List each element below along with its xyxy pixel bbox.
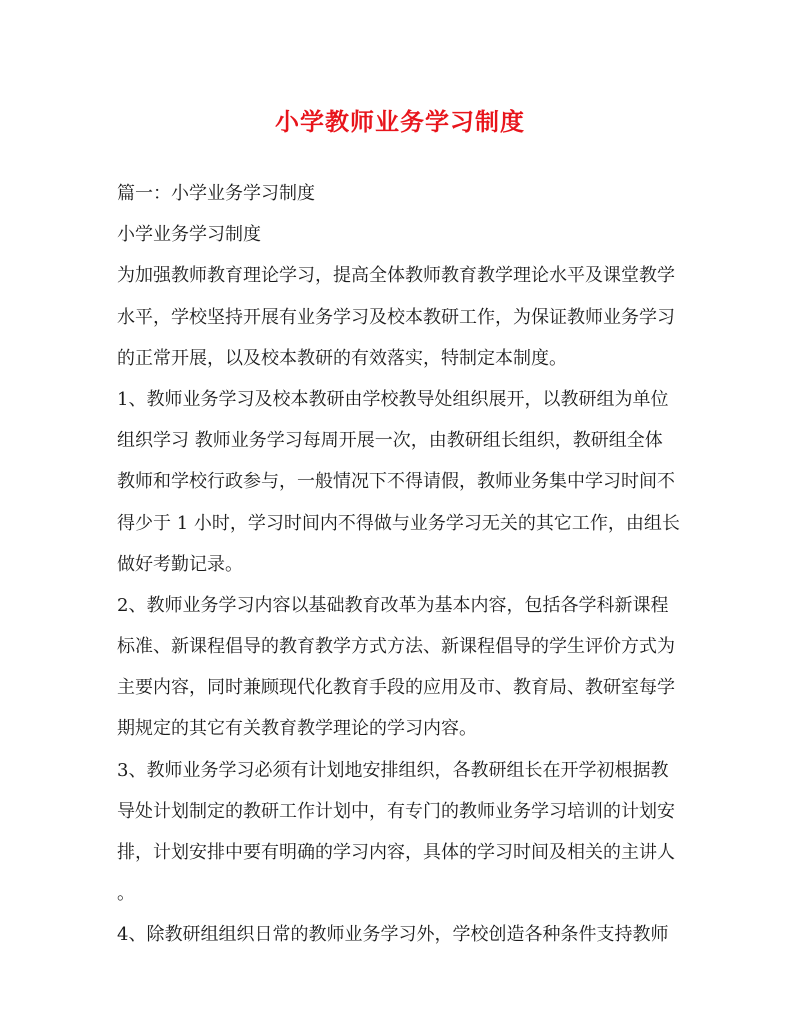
text-line: 主要内容，同时兼顾现代化教育手段的应用及市、教育局、教研室每学 [117,677,675,699]
text-line: 篇一：小学业务学习制度 [117,183,315,204]
text-line: 做好考勤记录。 [117,553,243,575]
text-line: 教师和学校行政参与，一般情况下不得请假，教师业务集中学习时间不 [117,471,675,493]
text-line: 的正常开展，以及校本教研的有效落实，特制定本制度。 [117,347,567,369]
text-line: 2、教师业务学习内容以基础教育改革为基本内容，包括各学科新课程 [117,594,669,616]
text-line: 期规定的其它有关教育教学理论的学习内容。 [117,718,477,740]
text-line: 导处计划制定的教研工作计划中，有专门的教师业务学习培训的计划安 [117,800,675,822]
document-body [117,173,687,956]
text-line: 1、教师业务学习及校本教研由学校教导处组织展开，以教研组为单位 [117,388,669,410]
text-line: 小学业务学习制度 [117,224,261,246]
text-line: 标准、新课程倡导的教育教学方式方法、新课程倡导的学生评价方式为 [117,636,675,658]
text-line: 为加强教师教育理论学习，提高全体教师教育教学理论水平及课堂教学 [117,265,675,287]
text-line: 排，计划安排中要有明确的学习内容，具体的学习时间及相关的主讲人 [117,842,675,863]
document-title: 小学教师业务学习制度 [275,107,525,136]
text-line: 水平，学校坚持开展有业务学习及校本教研工作，为保证教师业务学习 [117,306,675,328]
text-line: 组织学习 教师业务学习每周开展一次，由教研组长组织，教研组全体 [117,430,663,452]
text-line: 得少于 1 小时，学习时间内不得做与业务学习无关的其它工作，由组长 [117,512,680,534]
text-line: 。 [117,883,135,905]
text-line: 3、教师业务学习必须有计划地安排组织，各教研组长在开学初根据教 [117,759,669,781]
text-line: 4、除教研组组织日常的教师业务学习外，学校创造各种条件支持教师 [117,924,669,946]
